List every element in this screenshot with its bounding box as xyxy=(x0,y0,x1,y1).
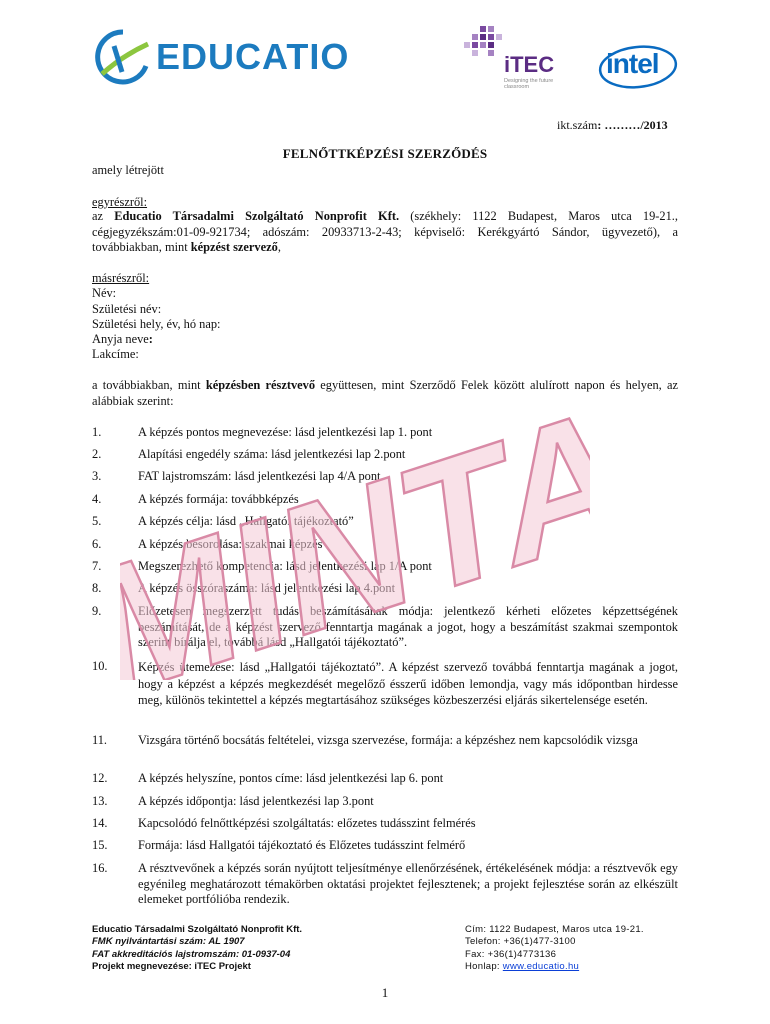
item-number: 3. xyxy=(92,469,102,483)
registration-number xyxy=(557,118,668,133)
footer-company-info xyxy=(92,924,432,974)
item-number: 2. xyxy=(92,447,102,461)
item-text: Megszerezhető kompetencia: lásd jelentkezési lap 1/A pont xyxy=(138,559,432,573)
itec-pixel-icon xyxy=(464,26,508,62)
watermark-text: MINTA xyxy=(120,400,590,680)
party1-details: (székhely: 1122 Budapest, Maros utca 19-21., cégjegyzékszám:01-09-921734; adószám: 20933713-2-43; képviselő: Kerékgyártó Sándor, ügyvezető), a továbbiakban, mint xyxy=(92,209,679,255)
intel-logo xyxy=(598,44,678,90)
footer-web-link[interactable]: www.educatio.hu xyxy=(502,961,580,973)
party2-field-name: Név: xyxy=(92,286,117,300)
intro-text: amely létrejött xyxy=(92,163,164,177)
party1-heading: egyrészről: xyxy=(92,195,148,209)
item-number: 8. xyxy=(92,581,102,595)
itec-logo-text: iTEC xyxy=(504,52,555,77)
item-text: A résztvevőnek a képzés során nyújtott teljesítménye ellenőrzésének, értékelésének módja: a résztvevők egy egyénileg meghatározott témakörben oktatási projektet fejlesztenek; a projekt fejlesztése során az elkészült elemeket portfólióba rendezik. xyxy=(138,861,678,906)
party2-field-birth-place-date: Születési hely, év, hó nap: xyxy=(92,317,221,331)
item-number: 7. xyxy=(92,559,102,573)
educatio-logo-text: EDUCATIO xyxy=(156,36,350,77)
item-text: Előzetesen megszerzett tudás beszámításának módja: jelentkező kérheti előzetes képzettségének beszámítását, de a képzést szervező fenntartja magának a jogot, hogy a beszámítást szakmai szempontok szerint bírálja el, továbbá lásd „Hallgatói tájékoztató”. xyxy=(138,604,678,649)
item-text: Formája: lásd Hallgatói tájékoztató és Előzetes tudásszint felmérő xyxy=(138,838,466,852)
summary-role: képzésben résztvevő xyxy=(205,378,316,392)
item-number: 4. xyxy=(92,492,102,506)
item-text: A képzés formája: továbbképzés xyxy=(138,492,299,506)
item-number: 5. xyxy=(92,514,102,528)
itec-logo xyxy=(462,22,574,94)
footer-fat-number: FAT akkreditációs lajstromszám: 01-0937-04 xyxy=(92,948,291,960)
itec-tagline: Designing the future classroom xyxy=(504,78,554,90)
footer-contact-info xyxy=(465,924,695,974)
item-text: A képzés időpontja: lásd jelentkezési lap 3.pont xyxy=(138,794,374,808)
item-number: 1. xyxy=(92,425,102,439)
party1-paragraph xyxy=(92,209,678,256)
item-text: Kapcsolódó felnőttképzési szolgáltatás: előzetes tudásszint felmérés xyxy=(138,816,476,830)
intel-logo-text: intel xyxy=(606,48,659,79)
item-number: 16. xyxy=(92,861,108,875)
party2-mother-label: Anyja neve xyxy=(92,332,149,346)
party1-end: , xyxy=(277,240,281,255)
party1-role: képzést szervező xyxy=(190,240,278,255)
item-number: 14. xyxy=(92,816,108,830)
party1-pre: az xyxy=(92,209,115,223)
item-number: 13. xyxy=(92,794,108,808)
footer-fax: Fax: +36(1)4773136 xyxy=(465,948,557,960)
summary-pre: a továbbiakban, mint xyxy=(92,378,206,392)
educatio-logo xyxy=(92,26,372,88)
footer-fmk-number: FMK nyilvántartási szám: AL 1907 xyxy=(92,936,245,948)
footer-project-name: Projekt megnevezése: iTEC Projekt xyxy=(92,961,251,973)
document-title: FELNŐTTKÉPZÉSI SZERZŐDÉS xyxy=(282,146,488,161)
footer-website xyxy=(465,961,695,973)
party2-field-mother xyxy=(92,331,678,347)
item-number: 12. xyxy=(92,771,108,785)
registration-value: : ………/2013 xyxy=(597,118,668,132)
item-text: A képzés besorolása: szakmai képzés xyxy=(138,537,323,551)
item-text: A képzés helyszíne, pontos címe: lásd jelentkezési lap 6. pont xyxy=(138,771,444,785)
item-text: A képzés pontos megnevezése: lásd jelentkezési lap 1. pont xyxy=(138,425,433,439)
item-number: 15. xyxy=(92,838,108,852)
item-text: Képzés ütemezése: lásd „Hallgatói tájékoztató”. A képzést szervező továbbá fenntartja magának a jogot, hogy a képzést a képzés megkezdését megelőző ésszerű időben lemondja, vagy más időpontban hirdesse meg, különös tekintettel a képzés megtartásához szükséges közbeszerzési eljárás sikertelensége esetén. xyxy=(138,660,678,707)
item-text: Vizsgára történő bocsátás feltételei, vizsga szervezése, formája: a képzéshez nem kapcsolódik vizsga xyxy=(138,733,638,747)
party2-field-birth-name: Születési név: xyxy=(92,302,162,316)
registration-label: ikt.szám xyxy=(557,118,598,132)
party2-heading: másrészről: xyxy=(92,271,150,285)
item-number: 10. xyxy=(92,659,108,673)
educatio-emblem-icon xyxy=(92,26,154,88)
summary-post: együttesen, mint Szerződő Felek között alulírott napon és helyen, az alábbiak szerint: xyxy=(92,378,679,408)
page-number: 1 xyxy=(381,985,389,1000)
party2-mother-colon: : xyxy=(148,332,153,346)
item-text: A képzés összóraszáma: lásd jelentkezési lap 4.pont xyxy=(138,581,396,595)
item-number: 9. xyxy=(92,604,102,618)
footer-company-name: Educatio Társadalmi Szolgáltató Nonprofit Kft. xyxy=(92,924,303,935)
footer-address: Cím: 1122 Budapest, Maros utca 19-21. xyxy=(465,924,644,935)
item-text: A képzés célja: lásd „Hallgatói tájékoztató” xyxy=(138,514,354,528)
item-text: FAT lajstromszám: lásd jelentkezési lap 4/A pont. xyxy=(138,469,384,483)
item-number: 11. xyxy=(92,733,108,747)
summary-paragraph xyxy=(92,377,678,409)
party2-field-address: Lakcíme: xyxy=(92,347,139,361)
footer-phone: Telefon: +36(1)477-3100 xyxy=(465,936,576,948)
item-number: 6. xyxy=(92,537,102,551)
party1-name: Educatio Társadalmi Szolgáltató Nonprofit Kft. xyxy=(114,209,400,223)
footer-web-label: Honlap: xyxy=(465,961,503,973)
item-text: Alapítási engedély száma: lásd jelentkezési lap 2.pont xyxy=(138,447,406,461)
